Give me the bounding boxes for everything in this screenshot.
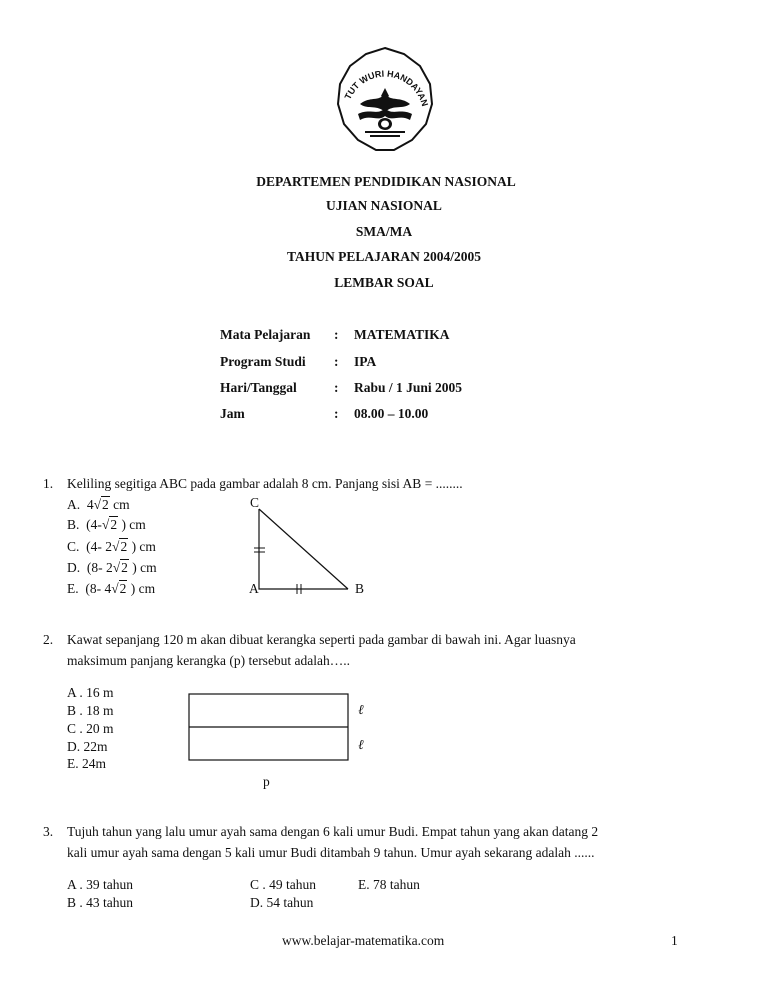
q1-option-c: C. (4- 2√2 ) cm: [67, 539, 156, 554]
q3-option-b: B . 43 tahun: [67, 895, 133, 910]
q1-triangle-figure: [250, 505, 360, 595]
q3-number: 3.: [43, 824, 54, 839]
q1-option-e: E. (8- 4√2 ) cm: [67, 581, 156, 596]
q2-option-a: A . 16 m: [67, 685, 114, 700]
q1-vertex-b: B: [355, 581, 365, 596]
q1-option-b: B. (4-√2 ) cm: [67, 517, 146, 532]
q2-option-b: B . 18 m: [67, 703, 114, 718]
header-sheet: LEMBAR SOAL: [334, 275, 434, 290]
header-exam: UJIAN NASIONAL: [326, 198, 442, 213]
info-value-subject: MATEMATIKA: [354, 327, 450, 342]
q2-option-e: E. 24m: [67, 756, 106, 771]
q2-label-l-top: ℓ: [358, 702, 364, 717]
q1-option-a: A. 4√2 cm: [67, 497, 130, 512]
q3-text-line2: kali umur ayah sama dengan 5 kali umur Budi ditambah 9 tahun. Umur ayah sekarang adalah ......: [67, 845, 595, 860]
q1-text: Keliling segitiga ABC pada gambar adalah 8 cm. Panjang sisi AB = ........: [67, 476, 463, 491]
svg-text:TUT WURI HANDAYANI: [329, 36, 430, 107]
info-sep: :: [334, 380, 339, 395]
header-year: TAHUN PELAJARAN 2004/2005: [286, 249, 481, 264]
info-label-program: Program Studi: [220, 354, 306, 369]
q1-vertex-c: C: [250, 495, 260, 510]
q2-frame-figure: [188, 693, 350, 763]
info-label-subject: Mata Pelajaran: [220, 327, 311, 342]
q1-number: 1.: [43, 476, 54, 491]
q2-text-line2: maksimum panjang kerangka (p) tersebut adalah…..: [67, 653, 351, 668]
logo-ring-text: TUT WURI HANDAYANI: [328, 36, 430, 108]
q1-option-d: D. (8- 2√2 ) cm: [67, 560, 157, 575]
q1-vertex-a: A: [249, 581, 259, 596]
info-value-date: Rabu / 1 Juni 2005: [354, 380, 463, 395]
q3-text-line1: Tujuh tahun yang lalu umur ayah sama dengan 6 kali umur Budi. Empat tahun yang akan datang 2: [67, 824, 599, 839]
q2-label-p: p: [263, 774, 270, 789]
q3-option-d: D. 54 tahun: [250, 895, 314, 910]
info-label-date: Hari/Tanggal: [220, 380, 297, 395]
q2-option-d: D. 22m: [67, 739, 108, 754]
info-sep: :: [334, 354, 339, 369]
tut-wuri-handayani-logo: [328, 36, 440, 154]
info-sep: :: [334, 406, 339, 421]
info-value-program: IPA: [354, 354, 377, 369]
q2-label-l-bottom: ℓ: [358, 737, 364, 752]
info-value-time: 08.00 – 10.00: [354, 406, 429, 421]
footer-page-number: 1: [671, 933, 678, 948]
q2-number: 2.: [43, 632, 54, 647]
q3-option-c: C . 49 tahun: [250, 877, 316, 892]
q3-option-a: A . 39 tahun: [67, 877, 133, 892]
q2-text-line1: Kawat sepanjang 120 m akan dibuat kerangka seperti pada gambar di bawah ini. Agar luasnya: [67, 632, 576, 647]
header-level: SMA/MA: [355, 224, 413, 239]
info-label-time: Jam: [220, 406, 245, 421]
info-sep: :: [334, 327, 339, 342]
q2-option-c: C . 20 m: [67, 721, 114, 736]
header-department: DEPARTEMEN PENDIDIKAN NASIONAL: [256, 174, 516, 189]
q3-option-e: E. 78 tahun: [358, 877, 420, 892]
footer-website: www.belajar-matematika.com: [282, 933, 445, 948]
